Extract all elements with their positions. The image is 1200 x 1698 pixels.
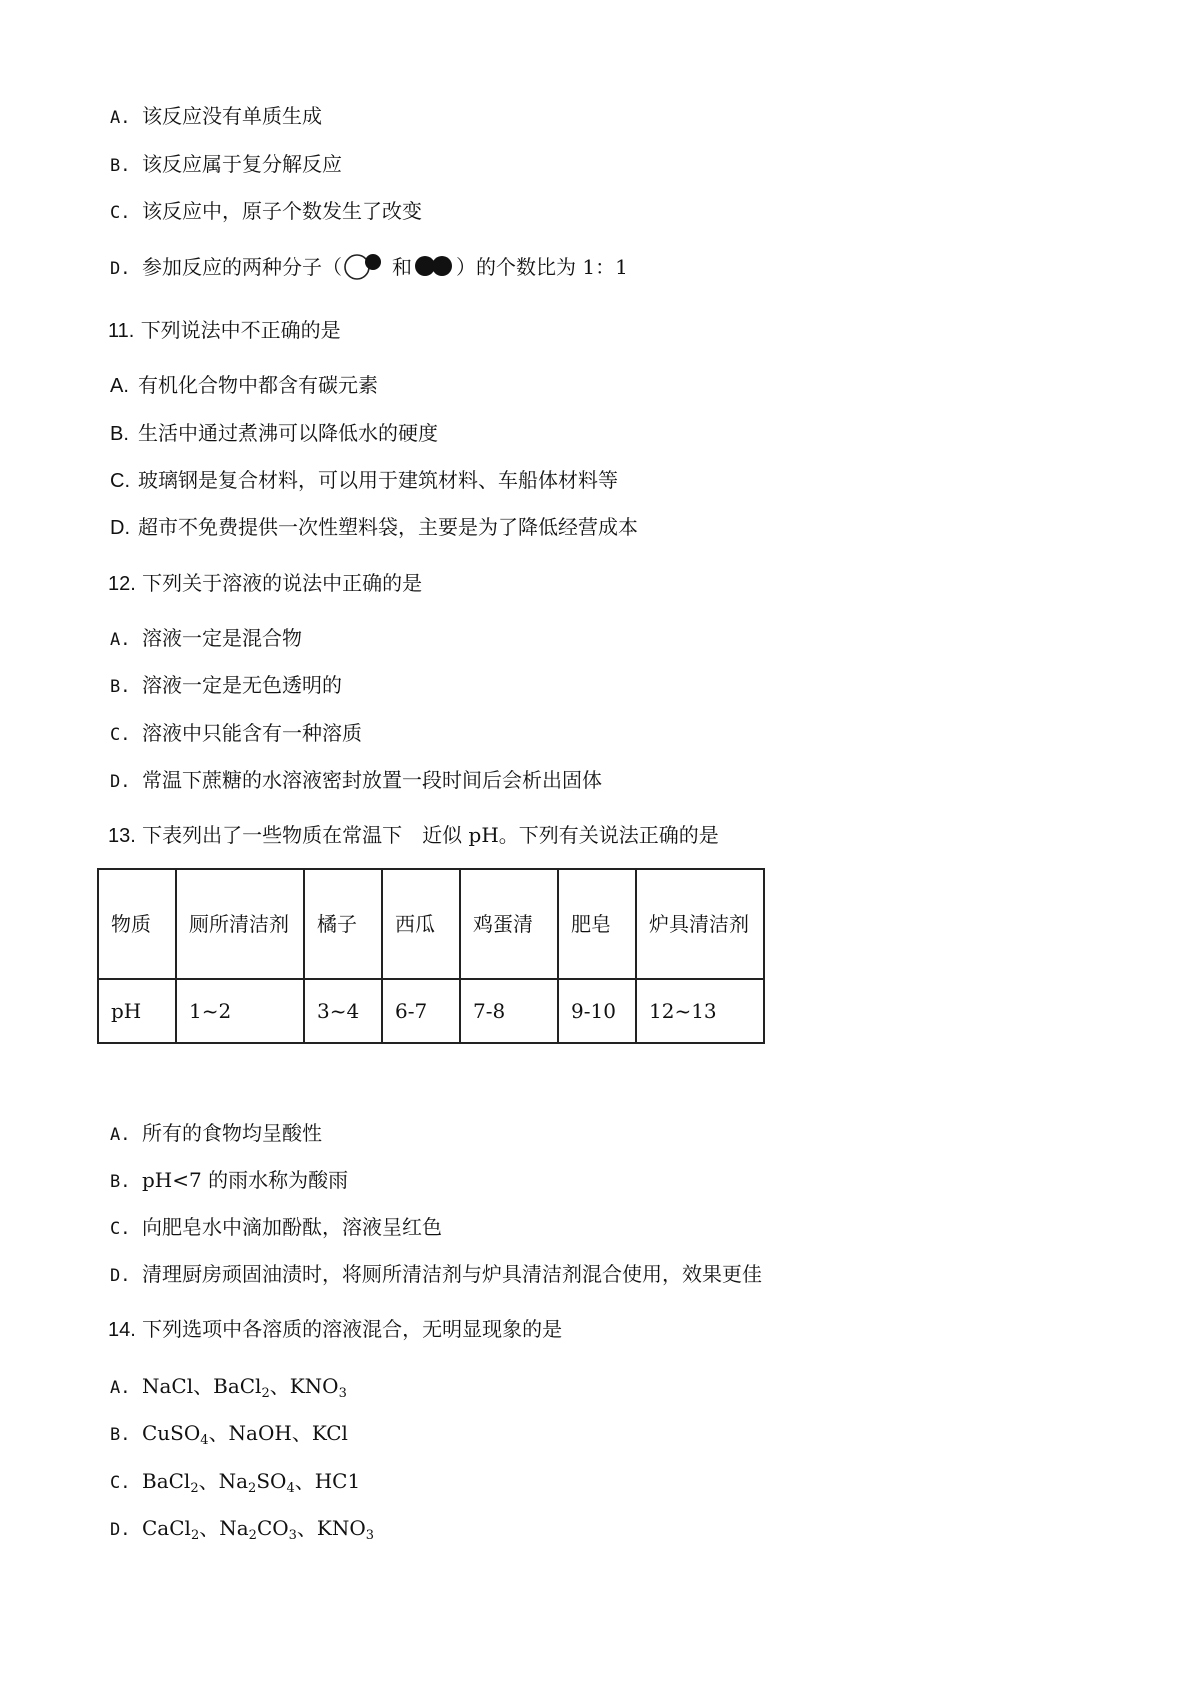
formula-subscript: 2 bbox=[261, 1386, 270, 1401]
table-cell: 厕所清洁剂 bbox=[176, 869, 304, 979]
option-text: 生活中通过煮沸可以降低水的硬度 bbox=[138, 421, 438, 445]
formula-part: 、KNO bbox=[269, 1374, 339, 1398]
formula-part: CO bbox=[256, 1516, 289, 1540]
option-letter: A. bbox=[110, 630, 131, 650]
option-text: 超市不免费提供一次性塑料袋，主要是为了降低经营成本 bbox=[138, 515, 638, 539]
option-letter: D. bbox=[110, 517, 130, 539]
table-cell: 1~2 bbox=[176, 979, 304, 1043]
q11-option-c bbox=[110, 467, 618, 494]
formula-part: 、Na bbox=[199, 1516, 249, 1540]
formula-part: 、NaOH、KCl bbox=[208, 1421, 348, 1445]
table-cell: 炉具清洁剂 bbox=[636, 869, 764, 979]
q14-option-a bbox=[110, 1373, 347, 1401]
option-text: 玻璃钢是复合材料，可以用于建筑材料、车船体材料等 bbox=[138, 468, 618, 492]
option-text: 所有的食物均呈酸性 bbox=[142, 1121, 322, 1145]
formula-subscript: 2 bbox=[190, 1528, 200, 1543]
table-cell: 12~13 bbox=[636, 979, 764, 1043]
q10-option-c bbox=[110, 198, 422, 226]
option-text: 有机化合物中都含有碳元素 bbox=[138, 373, 378, 397]
table-cell: 物质 bbox=[98, 869, 176, 979]
option-letter: C. bbox=[110, 725, 131, 745]
table-cell: 鸡蛋清 bbox=[460, 869, 558, 979]
option-text: 溶液一定是无色透明的 bbox=[142, 673, 342, 697]
option-letter: D. bbox=[110, 259, 131, 279]
option-text: 该反应没有单质生成 bbox=[142, 104, 322, 128]
q11-option-a bbox=[110, 372, 378, 399]
formula-part: CaCl bbox=[142, 1516, 191, 1540]
option-text-mid: 和 bbox=[392, 255, 412, 279]
molecule-open-filled-icon bbox=[342, 252, 392, 280]
table-cell: 西瓜 bbox=[382, 869, 460, 979]
option-text: 该反应中，原子个数发生了改变 bbox=[142, 199, 422, 223]
q11-option-d bbox=[110, 514, 638, 541]
option-letter: D. bbox=[110, 1520, 131, 1540]
q13-option-b bbox=[110, 1167, 348, 1195]
option-text: 溶液中只能含有一种溶质 bbox=[142, 721, 362, 745]
option-text: 向肥皂水中滴加酚酞，溶液呈红色 bbox=[142, 1215, 442, 1239]
question-text: 下列说法中不正确的是 bbox=[140, 318, 341, 342]
formula-subscript: 2 bbox=[248, 1528, 257, 1543]
table-row-substance bbox=[98, 869, 764, 979]
formula-part: 、KNO bbox=[296, 1516, 366, 1540]
q13-option-c bbox=[110, 1214, 442, 1242]
option-letter: C. bbox=[110, 1473, 131, 1493]
q14-stem bbox=[108, 1316, 562, 1343]
option-text-after: ）的个数比为 1：1 bbox=[456, 255, 628, 279]
q11-stem bbox=[108, 317, 341, 344]
question-number: 12. bbox=[108, 573, 136, 595]
option-text: 清理厨房顽固油渍时，将厕所清洁剂与炉具清洁剂混合使用，效果更佳 bbox=[142, 1262, 762, 1286]
option-letter: B. bbox=[110, 156, 131, 176]
table-cell: 7-8 bbox=[460, 979, 558, 1043]
option-letter: B. bbox=[110, 677, 131, 697]
option-text: pH<7 的雨水称为酸雨 bbox=[142, 1168, 349, 1192]
q12-option-b bbox=[110, 672, 342, 700]
q12-option-c bbox=[110, 720, 362, 748]
q11-option-b bbox=[110, 420, 438, 447]
question-text: 下表列出了一些物质在常温下 近似 pH。下列有关说法正确的是 bbox=[142, 823, 719, 847]
option-letter: A. bbox=[110, 1378, 131, 1398]
option-letter: D. bbox=[110, 772, 131, 792]
option-letter: B. bbox=[110, 1172, 131, 1192]
q10-option-d bbox=[110, 252, 628, 282]
q14-option-d bbox=[110, 1515, 374, 1543]
formula-subscript: 4 bbox=[286, 1481, 295, 1496]
formula-subscript: 2 bbox=[248, 1481, 257, 1496]
q13-stem bbox=[108, 822, 719, 849]
option-letter: A. bbox=[110, 1125, 131, 1145]
q13-option-d bbox=[110, 1261, 762, 1289]
table-cell: 3~4 bbox=[304, 979, 382, 1043]
q12-option-d bbox=[110, 767, 602, 795]
option-letter: C. bbox=[110, 203, 131, 223]
q12-option-a bbox=[110, 625, 302, 653]
option-letter: D. bbox=[110, 1266, 131, 1286]
q10-option-b bbox=[110, 151, 342, 179]
option-letter: A. bbox=[110, 375, 129, 397]
option-letter: B. bbox=[110, 1425, 131, 1445]
option-text: 溶液一定是混合物 bbox=[142, 626, 302, 650]
molecule-filled-filled-icon bbox=[412, 252, 456, 280]
formula-subscript: 3 bbox=[338, 1386, 347, 1401]
question-number: 11. bbox=[108, 320, 135, 342]
formula-part: CuSO bbox=[142, 1421, 201, 1445]
ph-table bbox=[97, 868, 765, 1044]
formula-part: BaCl bbox=[142, 1469, 191, 1493]
question-text: 下列选项中各溶质的溶液混合，无明显现象的是 bbox=[142, 1317, 563, 1341]
question-number: 13. bbox=[108, 825, 136, 847]
formula-subscript: 3 bbox=[288, 1528, 297, 1543]
option-text: 该反应属于复分解反应 bbox=[142, 152, 342, 176]
table-cell: 6-7 bbox=[382, 979, 460, 1043]
q14-option-b bbox=[110, 1420, 348, 1448]
table-cell: 橘子 bbox=[304, 869, 382, 979]
option-letter: C. bbox=[110, 470, 130, 492]
table-row-ph bbox=[98, 979, 764, 1043]
table-cell: 9-10 bbox=[558, 979, 636, 1043]
formula-subscript: 3 bbox=[365, 1528, 375, 1543]
q10-option-a bbox=[110, 103, 322, 131]
question-number: 14. bbox=[108, 1319, 136, 1341]
q13-option-a bbox=[110, 1120, 322, 1148]
formula-part: 、Na bbox=[198, 1469, 249, 1493]
q14-option-c bbox=[110, 1468, 360, 1496]
question-text: 下列关于溶液的说法中正确的是 bbox=[142, 571, 423, 595]
formula-subscript: 4 bbox=[200, 1433, 209, 1448]
option-letter: B. bbox=[110, 423, 129, 445]
q12-stem bbox=[108, 570, 422, 597]
option-letter: A. bbox=[110, 108, 131, 128]
formula-part: SO bbox=[256, 1469, 287, 1493]
option-text-before: 参加反应的两种分子（ bbox=[142, 255, 342, 279]
option-text: 常温下蔗糖的水溶液密封放置一段时间后会析出固体 bbox=[142, 768, 602, 792]
option-letter: C. bbox=[110, 1219, 131, 1239]
formula-subscript: 2 bbox=[190, 1481, 199, 1496]
table-cell: 肥皂 bbox=[558, 869, 636, 979]
formula-part: NaCl、BaCl bbox=[142, 1374, 262, 1398]
table-cell: pH bbox=[98, 979, 176, 1043]
formula-part: 、HC1 bbox=[294, 1469, 361, 1493]
